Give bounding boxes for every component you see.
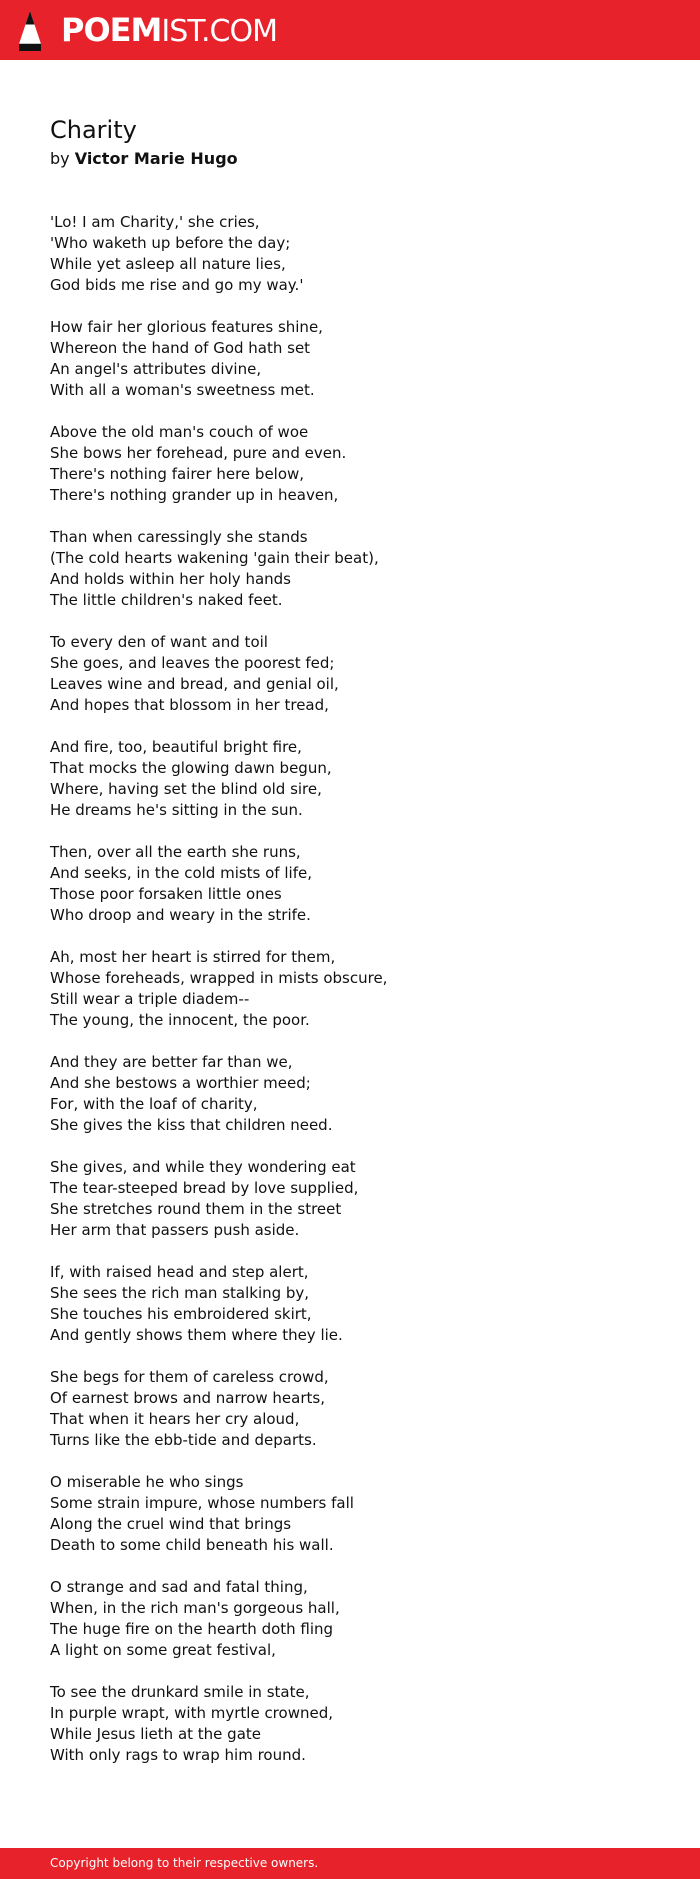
poem-line: She stretches round them in the street xyxy=(50,1200,342,1218)
logo-text xyxy=(61,9,277,53)
poem-line: Still wear a triple diadem-- xyxy=(50,990,250,1008)
poem-line: The huge fire on the hearth doth fling xyxy=(50,1620,334,1638)
poem-line: That when it hears her cry aloud, xyxy=(50,1410,300,1428)
poem-stanza xyxy=(50,1367,650,1451)
poem-stanza xyxy=(50,1157,650,1241)
pencil-tip-icon xyxy=(18,10,42,52)
poem-line: Whose foreheads, wrapped in mists obscure, xyxy=(50,969,388,987)
poem-line: While Jesus lieth at the gate xyxy=(50,1725,261,1743)
poem-line: There's nothing fairer here below, xyxy=(50,465,305,483)
poem-line: She touches his embroidered skirt, xyxy=(50,1305,312,1323)
poem-line: She gives the kiss that children need. xyxy=(50,1116,333,1134)
logo-text-light: IST.COM xyxy=(161,14,277,49)
poem-line: She goes, and leaves the poorest fed; xyxy=(50,654,335,672)
poem-line: (The cold hearts wakening 'gain their beat), xyxy=(50,549,379,567)
poem-stanza xyxy=(50,1472,650,1556)
poem-body xyxy=(50,212,650,1766)
poem-line: While yet asleep all nature lies, xyxy=(50,255,286,273)
poem-line: She gives, and while they wondering eat xyxy=(50,1158,356,1176)
poem-line: Of earnest brows and narrow hearts, xyxy=(50,1389,325,1407)
poem-line: How fair her glorious features shine, xyxy=(50,318,323,336)
copyright-notice: Copyright belong to their respective owners. xyxy=(50,1856,319,1870)
poem-line: With only rags to wrap him round. xyxy=(50,1746,306,1764)
poem-line: And fire, too, beautiful bright fire, xyxy=(50,738,302,756)
poem-line: A light on some great festival, xyxy=(50,1641,276,1659)
poem-line: She bows her forehead, pure and even. xyxy=(50,444,347,462)
poem-line: Than when caressingly she stands xyxy=(50,528,308,546)
poem-stanza xyxy=(50,947,650,1031)
poem-stanza xyxy=(50,1262,650,1346)
poem-line: Leaves wine and bread, and genial oil, xyxy=(50,675,339,693)
poem-byline xyxy=(50,147,650,171)
poem-line: She sees the rich man stalking by, xyxy=(50,1284,310,1302)
poem-line: 'Lo! I am Charity,' she cries, xyxy=(50,213,260,231)
poem-line: An angel's attributes divine, xyxy=(50,360,262,378)
poem-line: 'Who waketh up before the day; xyxy=(50,234,291,252)
poem-line: Whereon the hand of God hath set xyxy=(50,339,311,357)
poem-line: And hopes that blossom in her tread, xyxy=(50,696,329,714)
by-label: by xyxy=(50,149,70,168)
logo-text-strong: POEM xyxy=(61,11,162,49)
site-footer xyxy=(0,1848,700,1879)
author-name[interactable]: Victor Marie Hugo xyxy=(74,149,238,168)
poem-line: Ah, most her heart is stirred for them, xyxy=(50,948,336,966)
poem-line: Those poor forsaken little ones xyxy=(50,885,282,903)
poem-stanza xyxy=(50,317,650,401)
poem-title: Charity xyxy=(50,116,137,144)
poem-line: And she bestows a worthier meed; xyxy=(50,1074,311,1092)
poem-stanza xyxy=(50,212,650,296)
poem-stanza xyxy=(50,527,650,611)
poem-stanza xyxy=(50,1052,650,1136)
site-header xyxy=(0,0,700,60)
poem-line: He dreams he's sitting in the sun. xyxy=(50,801,303,819)
poem-line: To every den of want and toil xyxy=(50,633,268,651)
site-logo[interactable] xyxy=(18,10,277,52)
poem-line: Where, having set the blind old sire, xyxy=(50,780,322,798)
poem-stanza xyxy=(50,1577,650,1661)
poem-line: Turns like the ebb-tide and departs. xyxy=(50,1431,317,1449)
poem-line: O strange and sad and fatal thing, xyxy=(50,1578,308,1596)
poem-line: And holds within her holy hands xyxy=(50,570,291,588)
poem-line: Along the cruel wind that brings xyxy=(50,1515,292,1533)
poem-line: O miserable he who sings xyxy=(50,1473,244,1491)
poem-stanza xyxy=(50,842,650,926)
poem-line: Her arm that passers push aside. xyxy=(50,1221,300,1239)
poem-line: And seeks, in the cold mists of life, xyxy=(50,864,312,882)
poem-line: For, with the loaf of charity, xyxy=(50,1095,258,1113)
poem-line: Then, over all the earth she runs, xyxy=(50,843,301,861)
poem-line: That mocks the glowing dawn begun, xyxy=(50,759,332,777)
poem-line: When, in the rich man's gorgeous hall, xyxy=(50,1599,340,1617)
poem-stanza xyxy=(50,737,650,821)
poem-line: If, with raised head and step alert, xyxy=(50,1263,309,1281)
poem-line: There's nothing grander up in heaven, xyxy=(50,486,339,504)
poem-line: The tear-steeped bread by love supplied, xyxy=(50,1179,359,1197)
poem-line: With all a woman's sweetness met. xyxy=(50,381,315,399)
poem-line: The young, the innocent, the poor. xyxy=(50,1011,310,1029)
poem-line: Some strain impure, whose numbers fall xyxy=(50,1494,354,1512)
poem-content xyxy=(50,113,650,1787)
poem-stanza xyxy=(50,1682,650,1766)
poem-line: God bids me rise and go my way.' xyxy=(50,276,304,294)
poem-line: The little children's naked feet. xyxy=(50,591,283,609)
poem-stanza xyxy=(50,632,650,716)
poem-line: In purple wrapt, with myrtle crowned, xyxy=(50,1704,333,1722)
poem-line: She begs for them of careless crowd, xyxy=(50,1368,329,1386)
poem-line: Who droop and weary in the strife. xyxy=(50,906,311,924)
poem-line: And gently shows them where they lie. xyxy=(50,1326,343,1344)
poem-stanza xyxy=(50,422,650,506)
poem-line: Death to some child beneath his wall. xyxy=(50,1536,334,1554)
poem-line: To see the drunkard smile in state, xyxy=(50,1683,310,1701)
poem-line: Above the old man's couch of woe xyxy=(50,423,309,441)
poem-line: And they are better far than we, xyxy=(50,1053,293,1071)
